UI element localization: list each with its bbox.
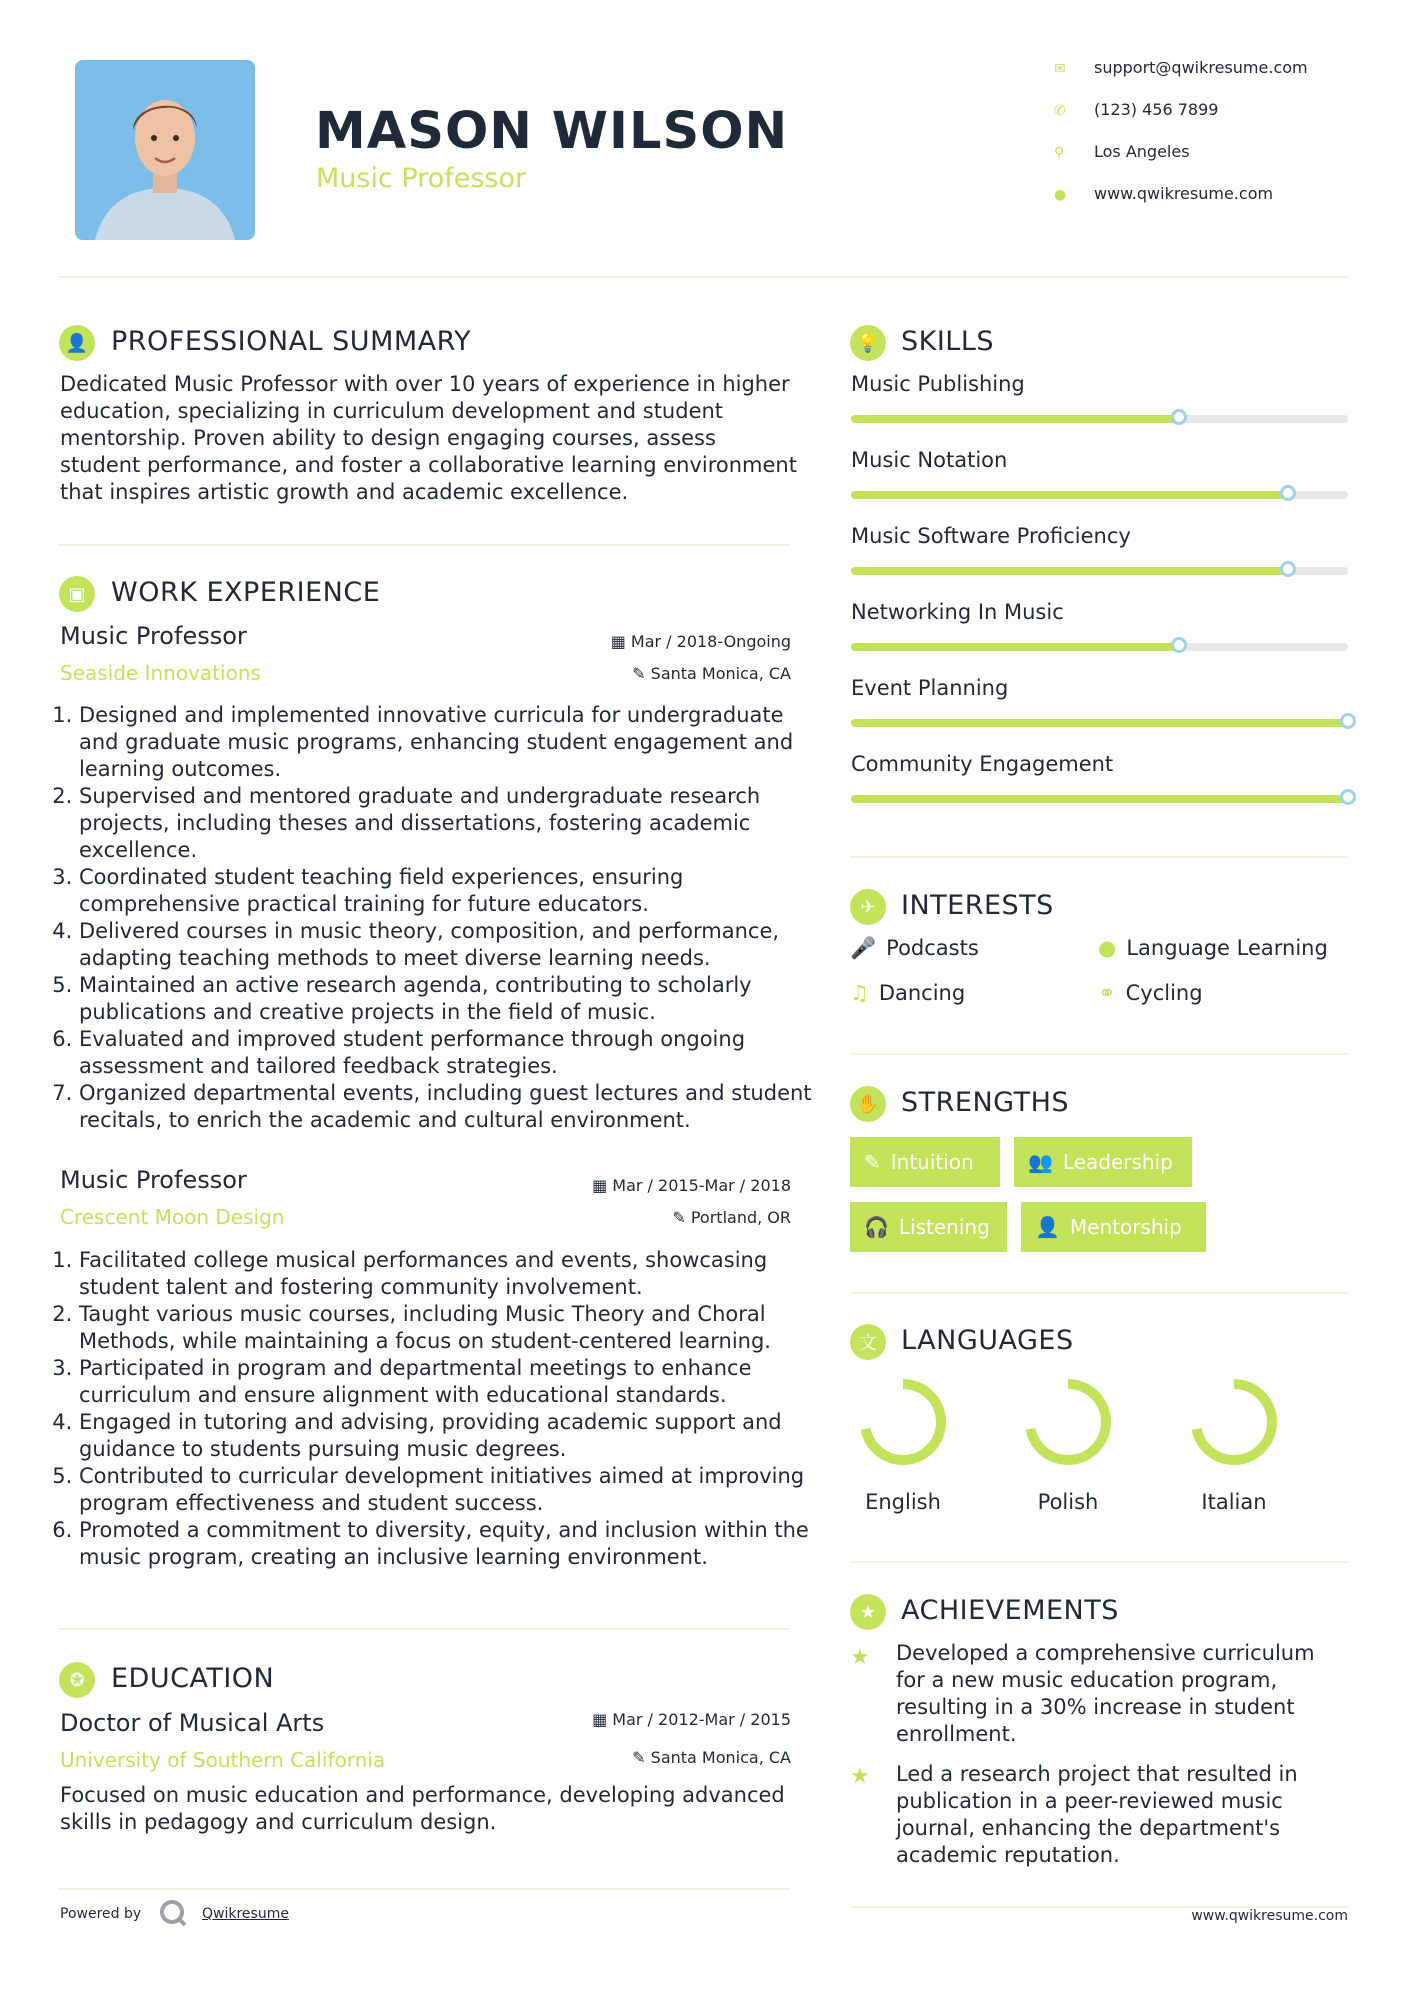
phone-icon: ✆ <box>1054 103 1066 119</box>
contact-website[interactable]: ● www.qwikresume.com <box>1054 184 1274 203</box>
education-title: EDUCATION <box>111 1663 275 1694</box>
qwikresume-link[interactable]: Qwikresume <box>202 1906 289 1922</box>
bicycle-icon: ⚭ <box>1098 981 1116 1005</box>
language-ring <box>853 1372 953 1472</box>
degree-title: Doctor of Musical Arts <box>60 1709 325 1737</box>
qwikresume-logo-icon <box>158 1898 188 1928</box>
achievement-item: Developed a comprehensive curriculum for a new music education program, resulting in a 30% increase in student enrollment. <box>896 1641 1315 1746</box>
list-item: 4. Engaged in tutoring and advising, providing academic support and guidance to students pursuing music degrees. <box>79 1409 819 1463</box>
achievement-item: Led a research project that resulted in publication in a peer-reviewed music journal, enhancing the department's academic reputation. <box>896 1762 1298 1867</box>
job-dates: ▦ Mar / 2015-Mar / 2018 <box>592 1176 791 1195</box>
briefcase-icon: ▣ <box>59 576 95 612</box>
section-divider <box>58 1628 790 1630</box>
school-name: University of Southern California <box>60 1748 386 1772</box>
globe-icon: ● <box>1098 936 1117 960</box>
language-label: Italian <box>1201 1490 1267 1514</box>
strengths-title: STRENGTHS <box>901 1087 1070 1118</box>
user-plus-icon: 👤 <box>1035 1215 1060 1239</box>
section-divider <box>58 544 790 546</box>
music-note-icon: ♫ <box>850 981 869 1005</box>
skill-bar-fill <box>851 795 1348 803</box>
list-item: 2. Supervised and mentored graduate and undergraduate research projects, including theses and dissertations, fostering academic excellence. <box>79 783 819 864</box>
job-location: ✎ Portland, OR <box>672 1208 791 1227</box>
education-dates: ▦ Mar / 2012-Mar / 2015 <box>592 1710 791 1729</box>
languages-title: LANGUAGES <box>901 1325 1074 1356</box>
skill-name: Music Publishing <box>851 372 1025 396</box>
skill-name: Networking In Music <box>851 600 1064 624</box>
interest-item: 🎤 Podcasts <box>850 936 979 960</box>
profile-photo <box>75 60 255 240</box>
skill-bar <box>851 415 1348 423</box>
contact-location: ⚲ Los Angeles <box>1054 142 1190 161</box>
job-responsibilities <box>60 702 819 1134</box>
skill-bar <box>851 643 1348 651</box>
contact-email[interactable]: ✉ support@qwikresume.com <box>1054 58 1308 77</box>
skill-name: Music Software Proficiency <box>851 524 1131 548</box>
job-title: Music Professor <box>60 1166 247 1194</box>
calendar-icon: ▦ <box>592 1710 613 1729</box>
interest-item: ♫ Dancing <box>850 981 966 1005</box>
pin-icon: ✎ <box>632 664 651 683</box>
trophy-icon: ★ <box>850 1594 886 1630</box>
powered-by-label: Powered by <box>60 1906 142 1922</box>
job-location: ✎ Santa Monica, CA <box>632 664 791 683</box>
skill-name: Event Planning <box>851 676 1009 700</box>
pin-icon: ✎ <box>632 1748 651 1767</box>
hand-icon: ✋ <box>850 1086 886 1122</box>
graduation-icon: ✪ <box>59 1662 95 1698</box>
job-company: Seaside Innovations <box>60 661 261 685</box>
skill-bar-fill <box>851 415 1179 423</box>
language-label: English <box>865 1490 941 1514</box>
candidate-role: Music Professor <box>316 163 527 194</box>
language-ring <box>1184 1372 1284 1472</box>
interest-item: ● Language Learning <box>1098 936 1328 960</box>
language-ring <box>1018 1372 1118 1472</box>
header-divider <box>58 276 1348 278</box>
section-divider <box>58 1888 790 1890</box>
skill-name: Music Notation <box>851 448 1008 472</box>
skill-level-knob <box>1280 485 1296 501</box>
list-item: 3. Coordinated student teaching field experiences, ensuring comprehensive practical training for future educators. <box>79 864 819 918</box>
skill-bar <box>851 795 1348 803</box>
job-responsibilities <box>60 1247 819 1571</box>
section-divider <box>850 856 1348 858</box>
section-divider <box>850 1053 1348 1055</box>
strength-tag: ✎ Intuition <box>850 1137 1000 1187</box>
skill-bar-fill <box>851 643 1179 651</box>
contact-phone[interactable]: ✆ (123) 456 7899 <box>1054 100 1219 119</box>
list-item: 5. Contributed to curricular development initiatives aimed at improving program effectiveness and student success. <box>79 1463 819 1517</box>
skill-level-knob <box>1340 713 1356 729</box>
interest-item: ⚭ Cycling <box>1098 981 1203 1005</box>
skill-bar <box>851 567 1348 575</box>
education-location: ✎ Santa Monica, CA <box>632 1748 791 1767</box>
skill-level-knob <box>1171 409 1187 425</box>
language-icon: 文 <box>850 1324 886 1360</box>
skill-level-knob <box>1280 561 1296 577</box>
calendar-icon: ▦ <box>610 632 631 651</box>
list-item: 6. Promoted a commitment to diversity, equity, and inclusion within the music program, creating an inclusive learning environment. <box>79 1517 819 1571</box>
list-item: 1. Facilitated college musical performances and events, showcasing student talent and fostering community involvement. <box>79 1247 819 1301</box>
education-text: Focused on music education and performance, developing advanced skills in pedagogy and curriculum design. <box>60 1783 785 1834</box>
job-title: Music Professor <box>60 622 247 650</box>
location-icon: ⚲ <box>1054 145 1065 161</box>
mail-icon: ✉ <box>1054 61 1066 77</box>
section-divider <box>850 1292 1348 1294</box>
footer-url[interactable]: www.qwikresume.com <box>1191 1908 1348 1924</box>
skill-bar <box>851 719 1348 727</box>
pin-icon: ✎ <box>672 1208 691 1227</box>
candidate-name: MASON WILSON <box>315 102 789 161</box>
magic-wand-icon: ✎ <box>864 1150 881 1174</box>
list-item: 5. Maintained an active research agenda, contributing to scholarly publications and creative projects in the field of music. <box>79 972 819 1026</box>
summary-text: Dedicated Music Professor with over 10 years of experience in higher education, specializing in curriculum development and student mentorship. Proven ability to design engaging courses, assess student performance, and foster a collaborative learning environment that inspires artistic growth and academic excellence. <box>60 372 797 504</box>
skill-bar-fill <box>851 491 1288 499</box>
headphones-icon: 🎧 <box>864 1215 889 1239</box>
skills-title: SKILLS <box>901 326 995 357</box>
experience-title: WORK EXPERIENCE <box>111 577 381 608</box>
language-label: Polish <box>1037 1490 1099 1514</box>
list-item: 6. Evaluated and improved student performance through ongoing assessment and tailored feedback strategies. <box>79 1026 819 1080</box>
paper-plane-icon: ✈ <box>850 889 886 925</box>
globe-icon: ● <box>1054 187 1067 203</box>
skill-bar-fill <box>851 567 1288 575</box>
job-company: Crescent Moon Design <box>60 1205 285 1229</box>
users-icon: 👥 <box>1028 1150 1053 1174</box>
star-icon: ★ <box>850 1764 870 1789</box>
lightbulb-icon: 💡 <box>850 325 886 361</box>
list-item: 2. Taught various music courses, including Music Theory and Choral Methods, while maintaining a focus on student-centered learning. <box>79 1301 819 1355</box>
summary-title: PROFESSIONAL SUMMARY <box>111 326 472 357</box>
list-item: 4. Delivered courses in music theory, composition, and performance, adapting teaching methods to meet diverse learning needs. <box>79 918 819 972</box>
list-item: 1. Designed and implemented innovative curricula for undergraduate and graduate music programs, enhancing student engagement and learning outcomes. <box>79 702 819 783</box>
skill-name: Community Engagement <box>851 752 1114 776</box>
strength-tag: 👥 Leadership <box>1014 1137 1192 1187</box>
interests-title: INTERESTS <box>901 890 1054 921</box>
strength-tag: 🎧 Listening <box>850 1202 1007 1252</box>
calendar-icon: ▦ <box>592 1176 613 1195</box>
user-icon: 👤 <box>59 325 95 361</box>
skill-level-knob <box>1340 789 1356 805</box>
skill-bar-fill <box>851 719 1348 727</box>
skill-bar <box>851 491 1348 499</box>
skill-level-knob <box>1171 637 1187 653</box>
achievements-title: ACHIEVEMENTS <box>901 1595 1119 1626</box>
list-item: 7. Organized departmental events, including guest lectures and student recitals, to enrich the academic and cultural environment. <box>79 1080 819 1134</box>
section-divider <box>850 1561 1348 1563</box>
job-dates: ▦ Mar / 2018-Ongoing <box>610 632 791 651</box>
list-item: 3. Participated in program and departmental meetings to enhance curriculum and ensure alignment with educational standards. <box>79 1355 819 1409</box>
strength-tag: 👤 Mentorship <box>1021 1202 1206 1252</box>
microphone-icon: 🎤 <box>850 936 877 960</box>
star-icon: ★ <box>850 1645 870 1670</box>
